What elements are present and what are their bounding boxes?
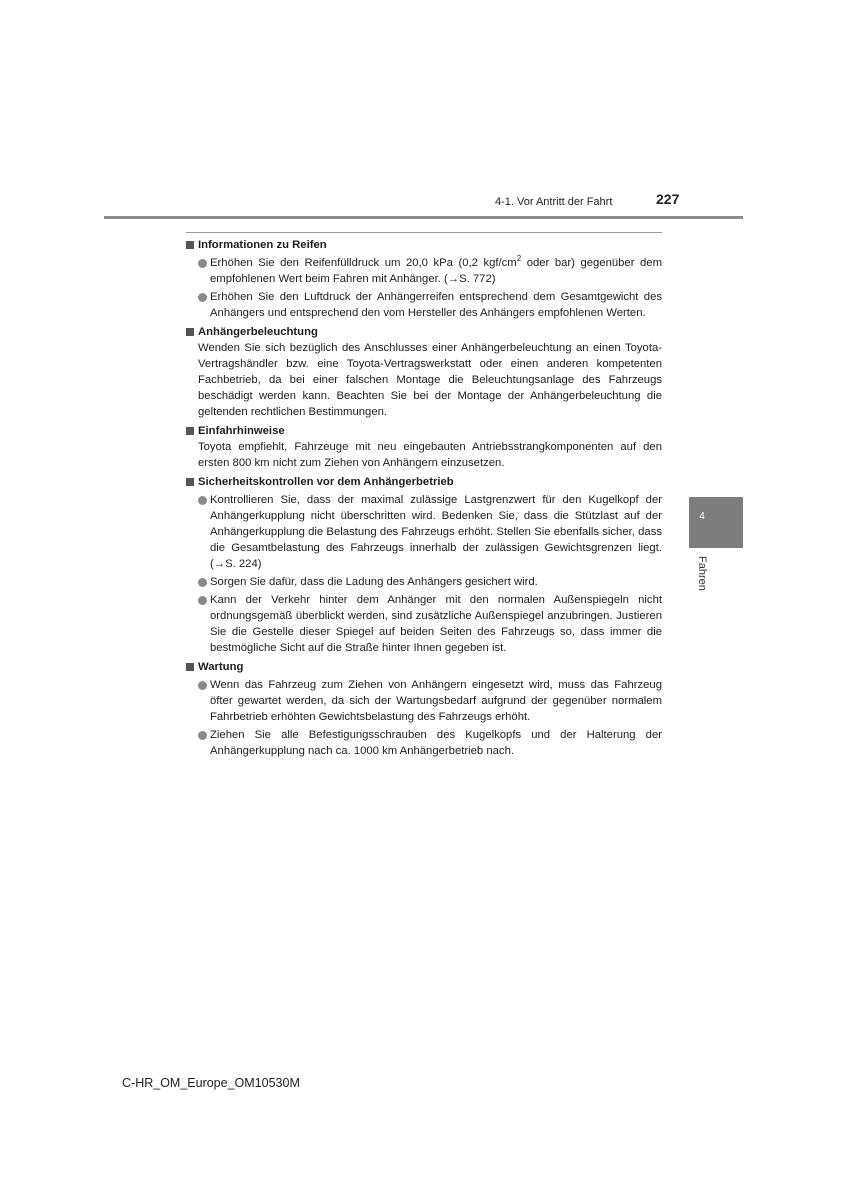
header-divider — [104, 216, 743, 219]
circle-bullet-icon — [198, 259, 207, 268]
list-item: Wenn das Fahrzeug zum Ziehen von Anhängern eingesetzt wird, muss das Fahrzeug öfter gewartet werden, da sich der Wartungsbedarf aufgrund der gegenüber normalem Fahrbetrieb erhöhten Gewichtsbelastung des Fahrzeugs erhöht. — [186, 677, 662, 725]
list-item: Kontrollieren Sie, dass der maximal zulässige Lastgrenzwert für den Kugelkopf der Anhängerkupplung nicht überschritten wird. Bedenken Sie, dass die Stützlast auf der Anhängerkupplung die Belastung des Fahrzeugs erhöht. Stellen Sie ebenfalls sicher, dass die Gesamtbelastung des Fahrzeugs innerhalb der zulässigen Gewichtsgrenzen liegt. (→S. 224) — [186, 492, 662, 572]
list-item: Erhöhen Sie den Reifenfülldruck um 20,0 kPa (0,2 kgf/$cm^2$ oder bar) gegenüber dem empfohlenen Wert beim Fahren mit Anhänger. (→S. 772) — [186, 255, 662, 287]
page-reference[interactable]: S. 772) — [459, 273, 496, 285]
circle-bullet-icon — [198, 496, 207, 505]
list-item: Ziehen Sie alle Befestigungsschrauben des Kugelkopfs und der Halterung der Anhängerkupplung nach ca. 1000 km Anhängerbetrieb nach. — [186, 727, 662, 759]
list-item: Sorgen Sie dafür, dass die Ladung des Anhängers gesichert wird. — [186, 574, 662, 590]
circle-bullet-icon — [198, 293, 207, 302]
section-heading: Sicherheitskontrollen vor dem Anhängerbetrieb — [186, 474, 662, 490]
section-heading: Informationen zu Reifen — [186, 237, 662, 253]
section-title: 4-1. Vor Antritt der Fahrt — [495, 196, 613, 208]
page-number: 227 — [656, 191, 680, 207]
square-bullet-icon — [186, 663, 194, 671]
paragraph: Toyota empfiehlt, Fahrzeuge mit neu eingebauten Antriebsstrangkomponenten auf den ersten 800 km nicht zum Ziehen von Anhängern einzusetzen. — [198, 441, 662, 469]
square-bullet-icon — [186, 328, 194, 336]
chapter-tab[interactable] — [689, 497, 743, 548]
section-safety-checks — [186, 474, 662, 656]
square-bullet-icon — [186, 478, 194, 486]
square-bullet-icon — [186, 427, 194, 435]
section-heading: Anhängerbeleuchtung — [186, 324, 662, 340]
arrow-right-icon: → — [213, 558, 226, 570]
chapter-number: 4 — [699, 511, 705, 522]
square-bullet-icon — [186, 241, 194, 249]
circle-bullet-icon — [198, 578, 207, 587]
section-break-in — [186, 423, 662, 471]
chapter-label: Fahren — [696, 556, 708, 591]
section-heading: Einfahrhinweise — [186, 423, 662, 439]
arrow-right-icon: → — [447, 273, 460, 285]
circle-bullet-icon — [198, 596, 207, 605]
content-divider — [186, 232, 662, 233]
footer-doc-code: C-HR_OM_Europe_OM10530M — [122, 1076, 300, 1090]
circle-bullet-icon — [198, 681, 207, 690]
section-tire-info — [186, 237, 662, 321]
page-reference[interactable]: S. 224) — [225, 558, 262, 570]
main-content — [186, 237, 662, 759]
list-item: Kann der Verkehr hinter dem Anhänger mit den normalen Außenspiegeln nicht ordnungsgemäß überblickt werden, sind zusätzliche Außenspiegel anzubringen. Justieren Sie die Gestelle dieser Spiegel auf beiden Seiten des Fahrzeugs so, dass immer die bestmögliche Sicht auf die Straße hinter Ihnen gegeben ist. — [186, 592, 662, 656]
section-trailer-lights — [186, 324, 662, 420]
circle-bullet-icon — [198, 731, 207, 740]
section-heading: Wartung — [186, 659, 662, 675]
section-maintenance — [186, 659, 662, 759]
list-item: Erhöhen Sie den Luftdruck der Anhängerreifen entsprechend dem Gesamtgewicht des Anhängers und entsprechend den vom Hersteller des Anhängers empfohlenen Werten. — [186, 289, 662, 321]
paragraph: Wenden Sie sich bezüglich des Anschlusses einer Anhängerbeleuchtung an einen Toyota-Vertragshändler bzw. eine Toyota-Vertragswerkstatt oder einen anderen kompetenten Fachbetrieb, da bei einer falschen Montage die Beleuchtungsanlage des Fahrzeugs beschädigt werden kann. Beachten Sie bei der Montage der Anhängerbeleuchtung die geltenden rechtlichen Bestimmungen. — [198, 342, 662, 418]
